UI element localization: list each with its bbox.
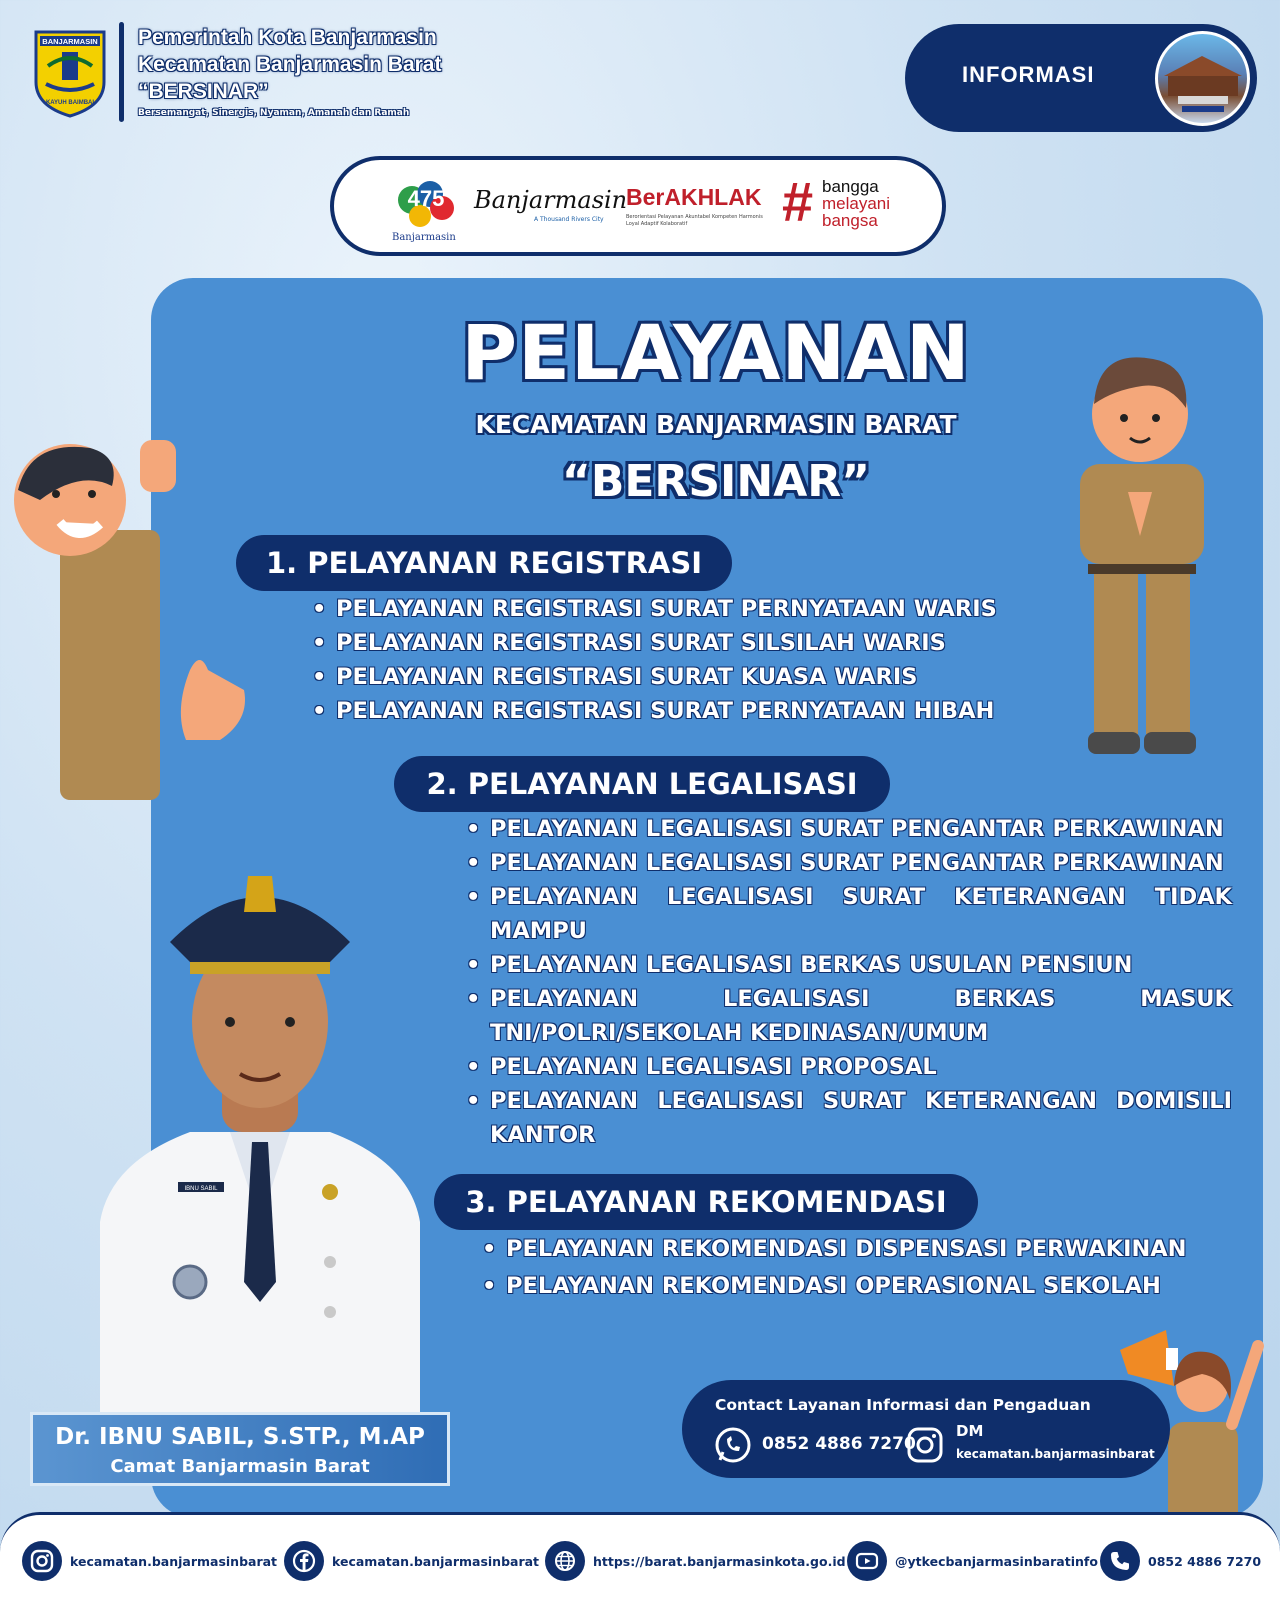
footer-youtube[interactable] bbox=[847, 1541, 1098, 1581]
list-item: • PELAYANAN REGISTRASI SURAT PERNYATAAN HIBAH bbox=[310, 694, 1030, 728]
footer-instagram-text: kecamatan.banjarmasinbarat bbox=[70, 1553, 278, 1569]
list-item: • PELAYANAN REKOMENDASI OPERASIONAL SEKOLAH bbox=[480, 1268, 1210, 1305]
svg-text:475: 475 bbox=[407, 186, 445, 211]
youtube-icon bbox=[847, 1541, 887, 1581]
bangsa-word: bangsa bbox=[822, 211, 878, 230]
page-title: PELAYANAN bbox=[461, 308, 971, 397]
contact-dm: DM bbox=[956, 1422, 984, 1440]
contact-title: Contact Layanan Informasi dan Pengaduan bbox=[715, 1396, 1091, 1414]
berakhlak-logo: BerAKHLAK bbox=[626, 184, 762, 210]
page-subtitle: KECAMATAN BANJARMASIN BARAT bbox=[475, 410, 957, 439]
camat-portrait bbox=[80, 862, 440, 1432]
bangga-melayani-logo bbox=[822, 178, 890, 229]
list-item: • PELAYANAN LEGALISASI BERKAS MASUK TNI/POLRI/SEKOLAH KEDINASAN/UMUM bbox=[464, 982, 1232, 1050]
phone-icon bbox=[1100, 1541, 1140, 1581]
partner-logo-bar bbox=[330, 156, 946, 256]
list-item: • PELAYANAN LEGALISASI SURAT KETERANGAN DOMISILI KANTOR bbox=[464, 1084, 1232, 1152]
section-registrasi-heading: 1. PELAYANAN REGISTRASI bbox=[236, 535, 732, 591]
footer-phone-text: 0852 4886 7270 bbox=[1148, 1553, 1262, 1569]
header-line-government: Pemerintah Kota Banjarmasin bbox=[138, 26, 437, 49]
section-rekomendasi-heading: 3. PELAYANAN REKOMENDASI bbox=[434, 1174, 978, 1230]
script-logo-subtitle: A Thousand Rivers City bbox=[534, 216, 604, 223]
footer-website-text: https://barat.banjarmasinkota.go.id bbox=[593, 1553, 846, 1569]
official-name: Dr. IBNU SABIL, S.STP., M.AP bbox=[55, 1424, 425, 1450]
hashtag-icon: # bbox=[782, 170, 814, 233]
list-item: • PELAYANAN LEGALISASI BERKAS USULAN PENSIUN bbox=[464, 948, 1232, 982]
list-item: • PELAYANAN LEGALISASI SURAT PENGANTAR PERKAWINAN bbox=[464, 846, 1232, 880]
contact-phone[interactable]: 0852 4886 7270 bbox=[762, 1434, 916, 1454]
header-line-district: Kecamatan Banjarmasin Barat bbox=[138, 53, 442, 76]
list-item: • PELAYANAN REGISTRASI SURAT KUASA WARIS bbox=[310, 660, 1030, 694]
header-line-motto: “BERSINAR” bbox=[138, 80, 269, 103]
page-motto: “BERSINAR” bbox=[561, 456, 871, 507]
info-label: INFORMASI bbox=[962, 62, 1095, 87]
list-item: • PELAYANAN LEGALISASI SURAT PENGANTAR PERKAWINAN bbox=[464, 812, 1232, 846]
facebook-icon bbox=[284, 1541, 324, 1581]
footer-instagram[interactable] bbox=[22, 1541, 277, 1581]
header-title-block bbox=[138, 24, 441, 118]
registrasi-list bbox=[310, 592, 1030, 728]
header-tagline: Bersemangat, Sinergis, Nyaman, Amanah dan Ramah bbox=[138, 108, 410, 118]
footer-facebook[interactable] bbox=[284, 1541, 539, 1581]
instagram-icon bbox=[22, 1541, 62, 1581]
list-item: • PELAYANAN REGISTRASI SURAT SILSILAH WARIS bbox=[310, 626, 1030, 660]
banjarmasin-script-logo: Banjarmasin bbox=[474, 186, 628, 214]
peeking-officer-illustration bbox=[0, 440, 250, 800]
list-item: • PELAYANAN LEGALISASI SURAT KETERANGAN TIDAK MAMPU bbox=[464, 880, 1232, 948]
banjarmasin-logo-caption: Banjarmasin bbox=[392, 232, 456, 243]
city-emblem-logo bbox=[32, 26, 108, 118]
instagram-icon bbox=[906, 1426, 944, 1464]
section-legalisasi-heading: 2. PELAYANAN LEGALISASI bbox=[394, 756, 890, 812]
rekomendasi-list bbox=[480, 1231, 1210, 1305]
footer-website[interactable] bbox=[545, 1541, 846, 1581]
office-photo-emblem bbox=[1155, 31, 1250, 126]
melayani-word: melayani bbox=[822, 194, 891, 213]
footer-phone[interactable] bbox=[1100, 1541, 1261, 1581]
emblem-title: BANJARMASIN bbox=[42, 37, 98, 46]
whatsapp-icon bbox=[714, 1426, 752, 1464]
list-item: • PELAYANAN REKOMENDASI DISPENSASI PERWAKINAN bbox=[480, 1231, 1210, 1268]
globe-icon bbox=[545, 1541, 585, 1581]
legalisasi-list bbox=[464, 812, 1232, 1152]
berakhlak-subtitle: Berorientasi Pelayanan Akuntabel Kompeten Harmonis Loyal Adaptif Kolaboratif bbox=[626, 214, 763, 227]
list-item: • PELAYANAN LEGALISASI PROPOSAL bbox=[464, 1050, 1232, 1084]
list-item: • PELAYANAN REGISTRASI SURAT PERNYATAAN WARIS bbox=[310, 592, 1030, 626]
name-tag: IBNU SABIL bbox=[184, 1186, 218, 1192]
standing-officer-illustration bbox=[1058, 352, 1228, 762]
emblem-motto: KAYUH BAIMBAI bbox=[45, 100, 95, 106]
header-divider bbox=[119, 22, 124, 122]
bangga-word: bangga bbox=[822, 177, 879, 196]
contact-instagram[interactable]: kecamatan.banjarmasinbarat bbox=[956, 1447, 1155, 1461]
official-role: Camat Banjarmasin Barat bbox=[110, 1456, 370, 1477]
footer-youtube-text: @ytkecbanjarmasinbaratinfo bbox=[895, 1553, 1098, 1569]
footer-facebook-text: kecamatan.banjarmasinbarat bbox=[332, 1553, 540, 1569]
